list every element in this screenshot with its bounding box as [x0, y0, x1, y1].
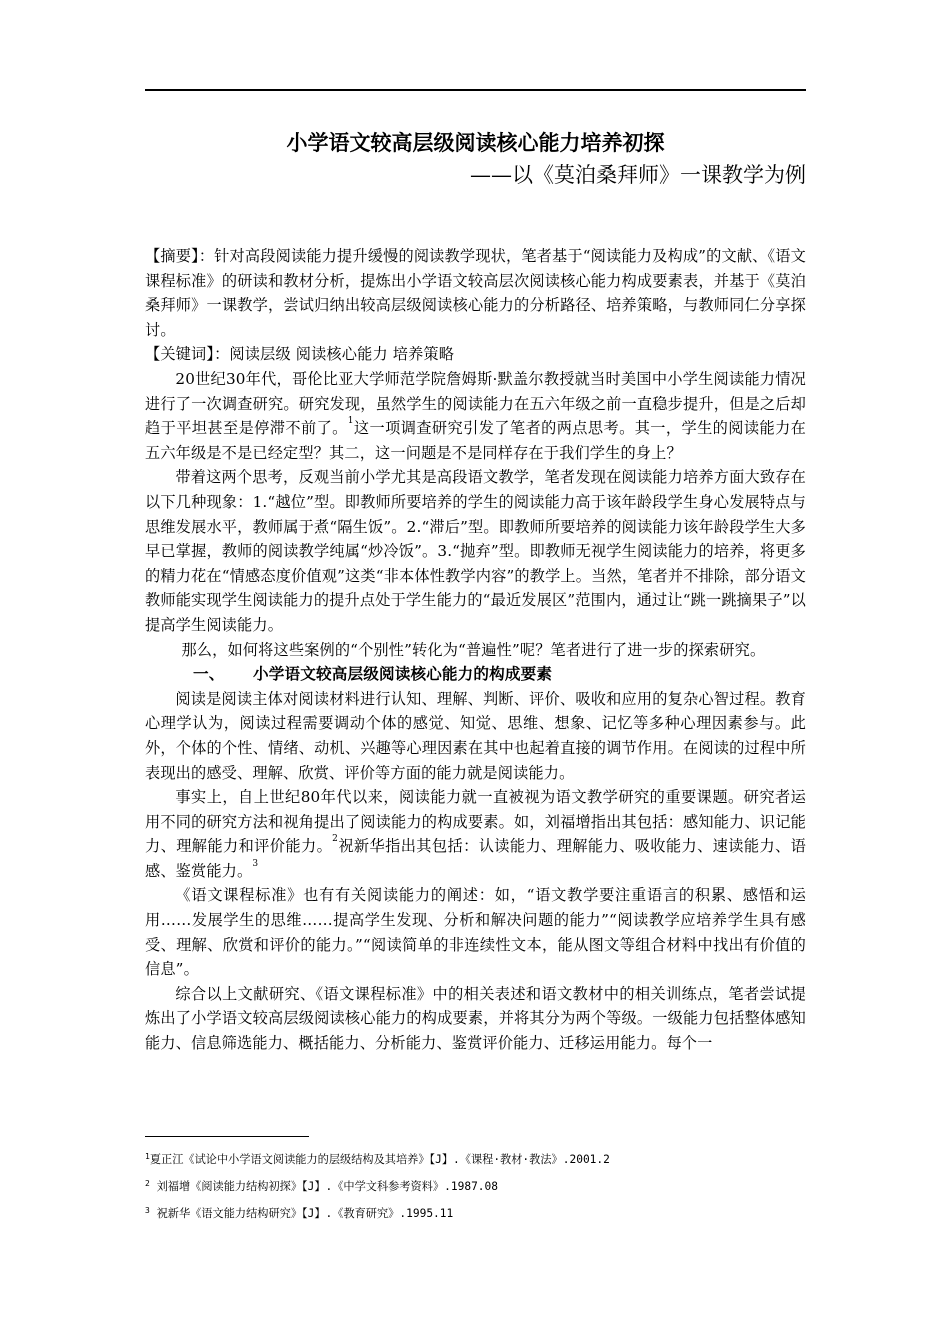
page-subtitle: ——以《莫泊桑拜师》一课教学为例 — [470, 163, 806, 187]
footnote — [145, 1152, 806, 1179]
abstract-label: 【摘要】 — [145, 247, 199, 265]
section-1-number: 一、 — [193, 665, 225, 684]
footnote — [145, 1206, 806, 1233]
footnote-mark: 2 — [145, 1179, 150, 1188]
abstract-block — [145, 244, 806, 367]
footnote-text: 刘福增《阅读能力结构初探》【J】.《中学文科参考资料》.1987.08 — [149, 1180, 499, 1193]
section-1-title: 小学语文较高层级阅读核心能力的构成要素 — [253, 665, 553, 684]
header-rule — [145, 89, 806, 91]
main-text — [145, 367, 806, 1056]
footnote-rule — [145, 1136, 309, 1137]
footnote-ref-1: 1 — [347, 416, 354, 427]
paragraph-1-text-a: 20世纪30年代，哥伦比亚大学师范学院詹姆斯·默盖尔教授就当时美国中小学生阅读能力情况进行了一次调查研究。研究发现，虽然学生的阅读能力在五六年级之前一直稳步提升，但是之后却趋于平坦甚至是停滞不前了。 — [145, 370, 806, 438]
paragraph-2: 带着这两个思考，反观当前小学尤其是高段语文教学，笔者发现在阅读能力培养方面大致存在以下几种现象：1.“越位”型。即教师所要培养的学生的阅读能力高于该年龄段学生身心发展特点与思维发展水平，教师属于煮“隔生饭”。2.“滞后”型。即教师所要培养的阅读能力该年龄段学生大多早已掌握，教师的阅读教学纯属“炒冷饭”。3.“抛弃”型。即教师无视学生阅读能力的培养，将更多的精力花在“情感态度价值观”这类“非本体性教学内容”的教学上。当然，笔者并不排除，部分语文教师能实现学生阅读能力的提升点处于学生能力的“最近发展区”范围内，通过让“跳一跳摘果子”以提高学生阅读能力。 — [145, 468, 806, 634]
paragraph-4: 阅读是阅读主体对阅读材料进行认知、理解、判断、评价、吸收和应用的复杂心智过程。教育心理学认为，阅读过程需要调动个体的感觉、知觉、思维、想象、记忆等多种心理因素参与。此外，个体的个性、情绪、动机、兴趣等心理因素在其中也起着直接的调节作用。在阅读的过程中所表现出的感受、理解、欣赏、评价等方面的能力就是阅读能力。 — [145, 689, 806, 782]
paragraph-1-text-b: 这一项调查研究引发了笔者的两点思考。其一，学生的阅读能力在五六年级是不是已经定型？其二，这一问题是不是同样存在于我们学生的身上？ — [145, 419, 807, 462]
paragraph-1 — [145, 367, 806, 465]
footnotes — [145, 1152, 806, 1233]
paragraph-3: 那么，如何将这些案例的“个别性”转化为“普遍性”呢？笔者进行了进一步的探索研究。 — [181, 640, 766, 659]
section-1-heading — [145, 662, 806, 687]
paragraph-5 — [145, 785, 806, 883]
footnote-ref-3: 3 — [252, 858, 259, 869]
footnote-mark: 3 — [145, 1206, 150, 1215]
paragraph-7: 综合以上文献研究、《语文课程标准》中的相关表述和语文教材中的相关训练点，笔者尝试提炼出了小学语文较高层级阅读核心能力的构成要素，并将其分为两个等级。一级能力包括整体感知能力、信息筛选能力、概括能力、分析能力、鉴赏评价能力、迁移运用能力。每个一 — [145, 984, 806, 1053]
footnote-mark: 1 — [145, 1152, 150, 1161]
abstract — [145, 244, 806, 342]
page-title: 小学语文较高层级阅读核心能力培养初探 — [286, 131, 665, 155]
footnote — [145, 1179, 806, 1206]
keywords-label: 【关键词】 — [145, 345, 215, 364]
keywords-text: ：阅读层级 阅读核心能力 培养策略 — [214, 345, 455, 364]
paragraph-5-text-b: 祝新华指出其包括：认读能力、理解能力、吸收能力、速读能力、语感、鉴赏能力。 — [145, 837, 806, 880]
footnote-text: 夏正江《试论中小学语文阅读能力的层级结构及其培养》【J】.《课程·教材·教法》.2001.2 — [149, 1153, 610, 1166]
paragraph-5-text-a: 事实上，自上世纪80年代以来，阅读能力就一直被视为语文教学研究的重要课题。研究者运用不同的研究方法和视角提出了阅读能力的构成要素。如，刘福增指出其包括：感知能力、识记能力、理解能力和评价能力。 — [145, 788, 806, 856]
abstract-text: ：针对高段阅读能力提升缓慢的阅读教学现状，笔者基于“阅读能力及构成”的文献、《语文课程标准》的研读和教材分析，提炼出小学语文较高层次阅读核心能力构成要素表，并基于《莫泊桑拜师》一课教学，尝试归纳出较高层级阅读核心能力的分析路径、培养策略，与教师同仁分享探讨。 — [145, 247, 806, 339]
footnote-text: 祝新华《语文能力结构研究》【J】.《教育研究》.1995.11 — [149, 1207, 454, 1220]
paragraph-6: 《语文课程标准》也有有关阅读能力的阐述：如，“语文教学要注重语言的积累、感悟和运用……发展学生的思维……提高学生发现、分析和解决问题的能力”“阅读教学应培养学生具有感受、理解、欣赏和评价的能力。”“阅读简单的非连续性文本，能从图文等组合材料中找出有价值的信息”。 — [145, 886, 806, 979]
keywords — [145, 342, 806, 367]
footnote-ref-2: 2 — [332, 834, 339, 845]
